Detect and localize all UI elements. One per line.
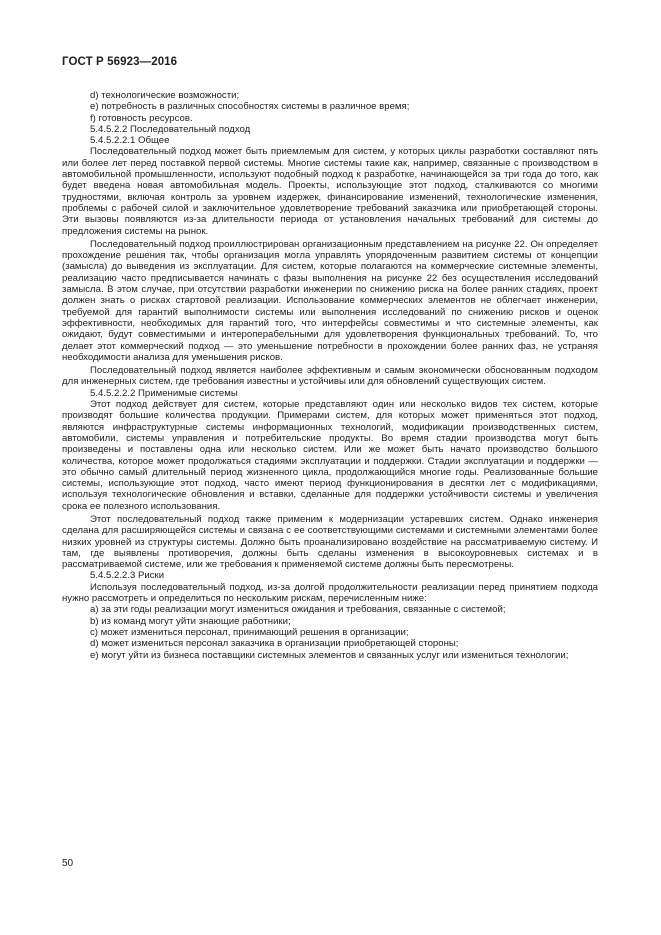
paragraph: e) могут уйти из бизнеса поставщики системных элементов и связанных услуг или измениться технологии;: [90, 649, 569, 661]
paragraph: d) может измениться персонал заказчика в организации приобретающей стороны;: [90, 638, 459, 650]
paragraph: Используя последовательный подход, из-за долгой продолжительности реализации перед принятием подхода нужно рассмотреть и определиться по нескольким рискам, перечисленным ниже:: [62, 581, 598, 605]
paragraph: Этот последовательный подход также применим к модернизации устаревших систем. Однако инженерия сделана для расширяющейся системы и связана с ее соответствующими системами и системными элементами более низких уровней из структуры системы. Должно быть проанализировано воздействие на рассматриваемую систему. И там, где выявлены противоречия, должны быть сделаны изменения в высокоуровневых системах и в рассматриваемой системе, или же требования к применяемой системе должны быть пересмотрены.: [62, 513, 598, 571]
paragraph: Последовательный подход может быть приемлемым для систем, у которых циклы разработки составляют пять или более лет перед поставкой первой системы. Многие системы такие как, например, связанные с производством в автомобильной промышленности, используют подобный подход к разработке, начинающейся за три года до того, как будет введена новая автомобильная модель. Проекты, использующие этот подход, сталкиваются со многими трудностями, включая контроль за уровнем издержек, финансирование изменений, технологические изменения, проблемы с рабочей силой и заключительное удовлетворение требований заказчика или приобретающей стороны. Эти вызовы появляются из-за длительности периода от установления начальных требований для системы до предложения системы на рынок.: [62, 146, 598, 237]
document-body: [62, 90, 598, 661]
paragraph: f) готовность ресурсов.: [90, 112, 193, 124]
paragraph: e) потребность в различных способностях системы в различное время;: [90, 101, 410, 113]
paragraph: Этот подход действует для систем, которые представляют один или несколько видов тех систем, которые производят большие количества продукции. Примерами систем, для которых может применяться этот подход, являются инфраструктурные системы информационных технологий, модификации производственных систем, автомобили, системы управления и потребительские продукты. Во время стадии производства могут быть произведены и поставлены одна или несколько систем. Или же может быть начато производство большого количества, которое может продолжаться стадиями эксплуатации и поддержки. Стадии эксплуатации и поддержки — это обычно самый длительный период жизненного цикла, продолжающийся многие годы. Реализованные большие системы, использующие этот подход, часто имеют период функционирования в десятки лет с модификациями, используя технологические обновления и вставки, сделанные для поддержки устойчивости системы и увеличения срока ее полезного использования.: [62, 399, 598, 512]
paragraph: b) из команд могут уйти знающие работники;: [90, 615, 291, 627]
page-number: 50: [62, 858, 74, 869]
paragraph: Последовательный подход является наиболее эффективным и самым экономически обоснованным подходом для инженерных систем, где требования известны и устойчивы или для обновлений существующих систем.: [62, 365, 598, 388]
paragraph: 5.4.5.2.2 Последовательный подход: [90, 123, 251, 135]
paragraph: a) за эти годы реализации могут измениться ожидания и требования, связанные с системой;: [90, 604, 506, 616]
document-header: ГОСТ Р 56923—2016: [62, 56, 178, 68]
paragraph: 5.4.5.2.2.1 Общее: [90, 135, 170, 147]
paragraph: 5.4.5.2.2.2 Применимые системы: [90, 387, 238, 399]
paragraph: c) может измениться персонал, принимающий решения в организации;: [90, 626, 409, 638]
paragraph: d) технологические возможности;: [90, 90, 240, 101]
paragraph: 5.4.5.2.2.3 Риски: [90, 570, 165, 582]
paragraph: Последовательный подход проиллюстрирован организационным представлением на рисунке 22. Он определяет прохождение решения так, чтобы организация могла управлять упорядоченным развитием системы от концепции (замысла) до выведения из эксплуатации. Для систем, которые полагаются на коммерческие системные элементы, реализацию часто предписывается начинать с фазы выполнения на рисунке 22 без осуществления исследований замысла. В этом случае, при отсутствии разработки инженерии по снижению риска на более ранних стадиях, проект должен знать о рисках стартовой реализации. Использование коммерческих элементов не облегчает инженерии, требуемой для гарантий выполнимости системы или выполнения исследований по снижению рисков и оценок эффективности, необходимых для гарантий того, что интерфейсы совместимы и что системные элементы, как ожидают, будут совместимыми и интероперабельными для удовлетворения функциональных требований. То, что делает этот коммерческий подход — это уменьшение потребности в прохождении более ранних фаз, не устраняя необходимости анализа для уменьшения рисков.: [62, 238, 598, 363]
